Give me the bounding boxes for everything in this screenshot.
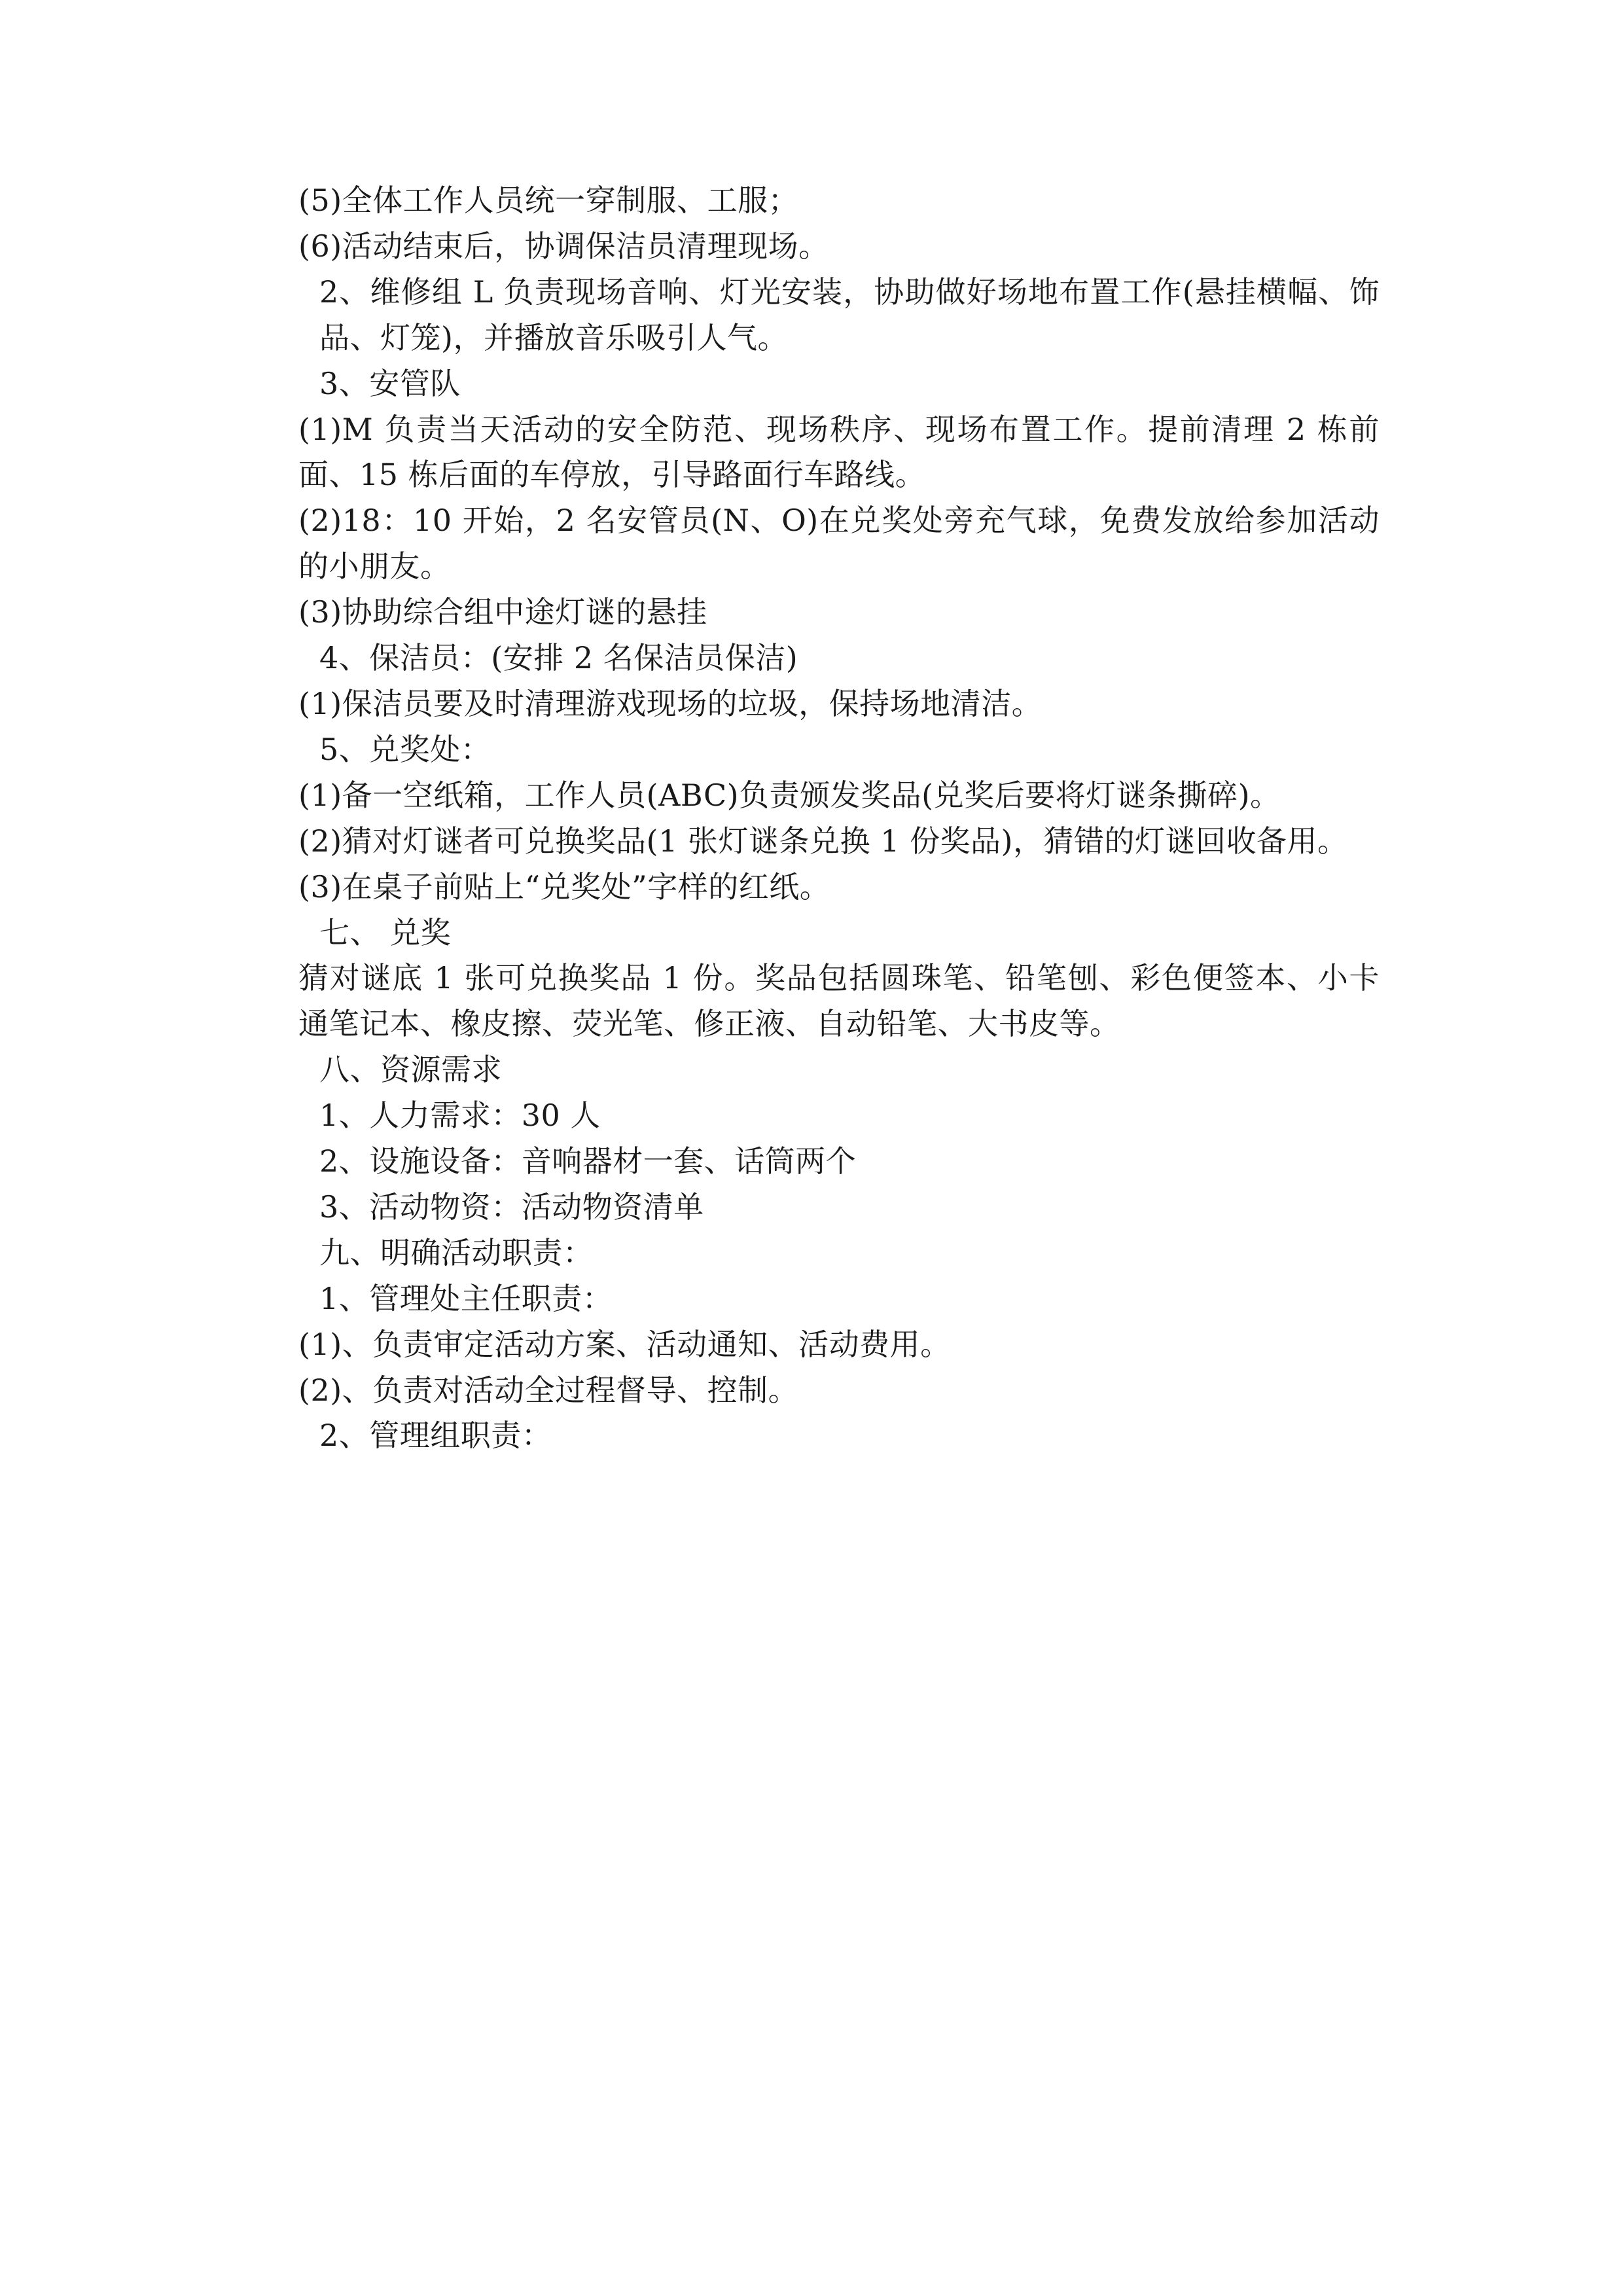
paragraph-section-eight-heading: 八、资源需求: [319, 1052, 502, 1088]
paragraph-security-team-heading: 3、安管队: [319, 365, 461, 401]
paragraph-section-seven-heading: 七、 兑奖: [319, 914, 452, 950]
paragraph-cleaners-heading: 4、保洁员：(安排 2 名保洁员保洁): [319, 640, 798, 676]
paragraph-prize-desk-heading: 5、兑奖处：: [319, 731, 491, 767]
paragraph-section-nine-heading: 九、明确活动职责：: [319, 1234, 594, 1270]
paragraph-approve-plan: (1)、负责审定活动方案、活动通知、活动费用。: [298, 1326, 951, 1362]
paragraph-empty-box: (1)备一空纸箱，工作人员(ABC)负责颁发奖品(兑奖后要将灯谜条撕碎)。: [298, 777, 1281, 813]
paragraph-prize-exchange: (2)猜对灯谜者可兑换奖品(1 张灯谜条兑换 1 份奖品)，猜错的灯谜回收备用。: [298, 823, 1348, 859]
paragraph-mgmt-group-duties: 2、管理组职责：: [319, 1418, 552, 1454]
paragraph-facilities: 2、设施设备：音响器材一套、话筒两个: [319, 1143, 857, 1179]
paragraph-uniform: (5)全体工作人员统一穿制服、工服；: [298, 183, 799, 218]
paragraph-security-duty: (1)M 负责当天活动的安全防范、现场秩序、现场布置工作。提前清理 2 栋前面、15 栋后面的车停放，引导路面行车路线。: [298, 411, 1380, 493]
paragraph-cleanup: (6)活动结束后，协调保洁员清理现场。: [298, 228, 829, 264]
paragraph-cleaners-duty: (1)保洁员要及时清理游戏现场的垃圾，保持场地清洁。: [298, 685, 1043, 721]
paragraph-red-paper-sign: (3)在桌子前贴上“兑奖处”字样的红纸。: [298, 869, 830, 905]
paragraph-director-duties-heading: 1、管理处主任职责：: [319, 1280, 613, 1316]
document-body: [267, 178, 1380, 1459]
paragraph-manpower: 1、人力需求：30 人: [319, 1098, 601, 1134]
paragraph-balloons: (2)18：10 开始，2 名安管员(N、O)在兑奖处旁充气球，免费发放给参加活动的小朋友。: [298, 503, 1380, 584]
paragraph-riddle-hanging: (3)协助综合组中途灯谜的悬挂: [298, 594, 707, 630]
paragraph-section-seven-body: 猜对谜底 1 张可兑换奖品 1 份。奖品包括圆珠笔、铅笔刨、彩色便签本、小卡通笔记本、橡皮擦、荧光笔、修正液、自动铅笔、大书皮等。: [298, 960, 1380, 1042]
paragraph-supervise-process: (2)、负责对活动全过程督导、控制。: [298, 1372, 799, 1408]
paragraph-maintenance-group: 2、维修组 L 负责现场音响、灯光安装，协助做好场地布置工作(悬挂横幅、饰品、灯笼)，并播放音乐吸引人气。: [319, 274, 1380, 355]
paragraph-materials: 3、活动物资：活动物资清单: [319, 1189, 704, 1225]
